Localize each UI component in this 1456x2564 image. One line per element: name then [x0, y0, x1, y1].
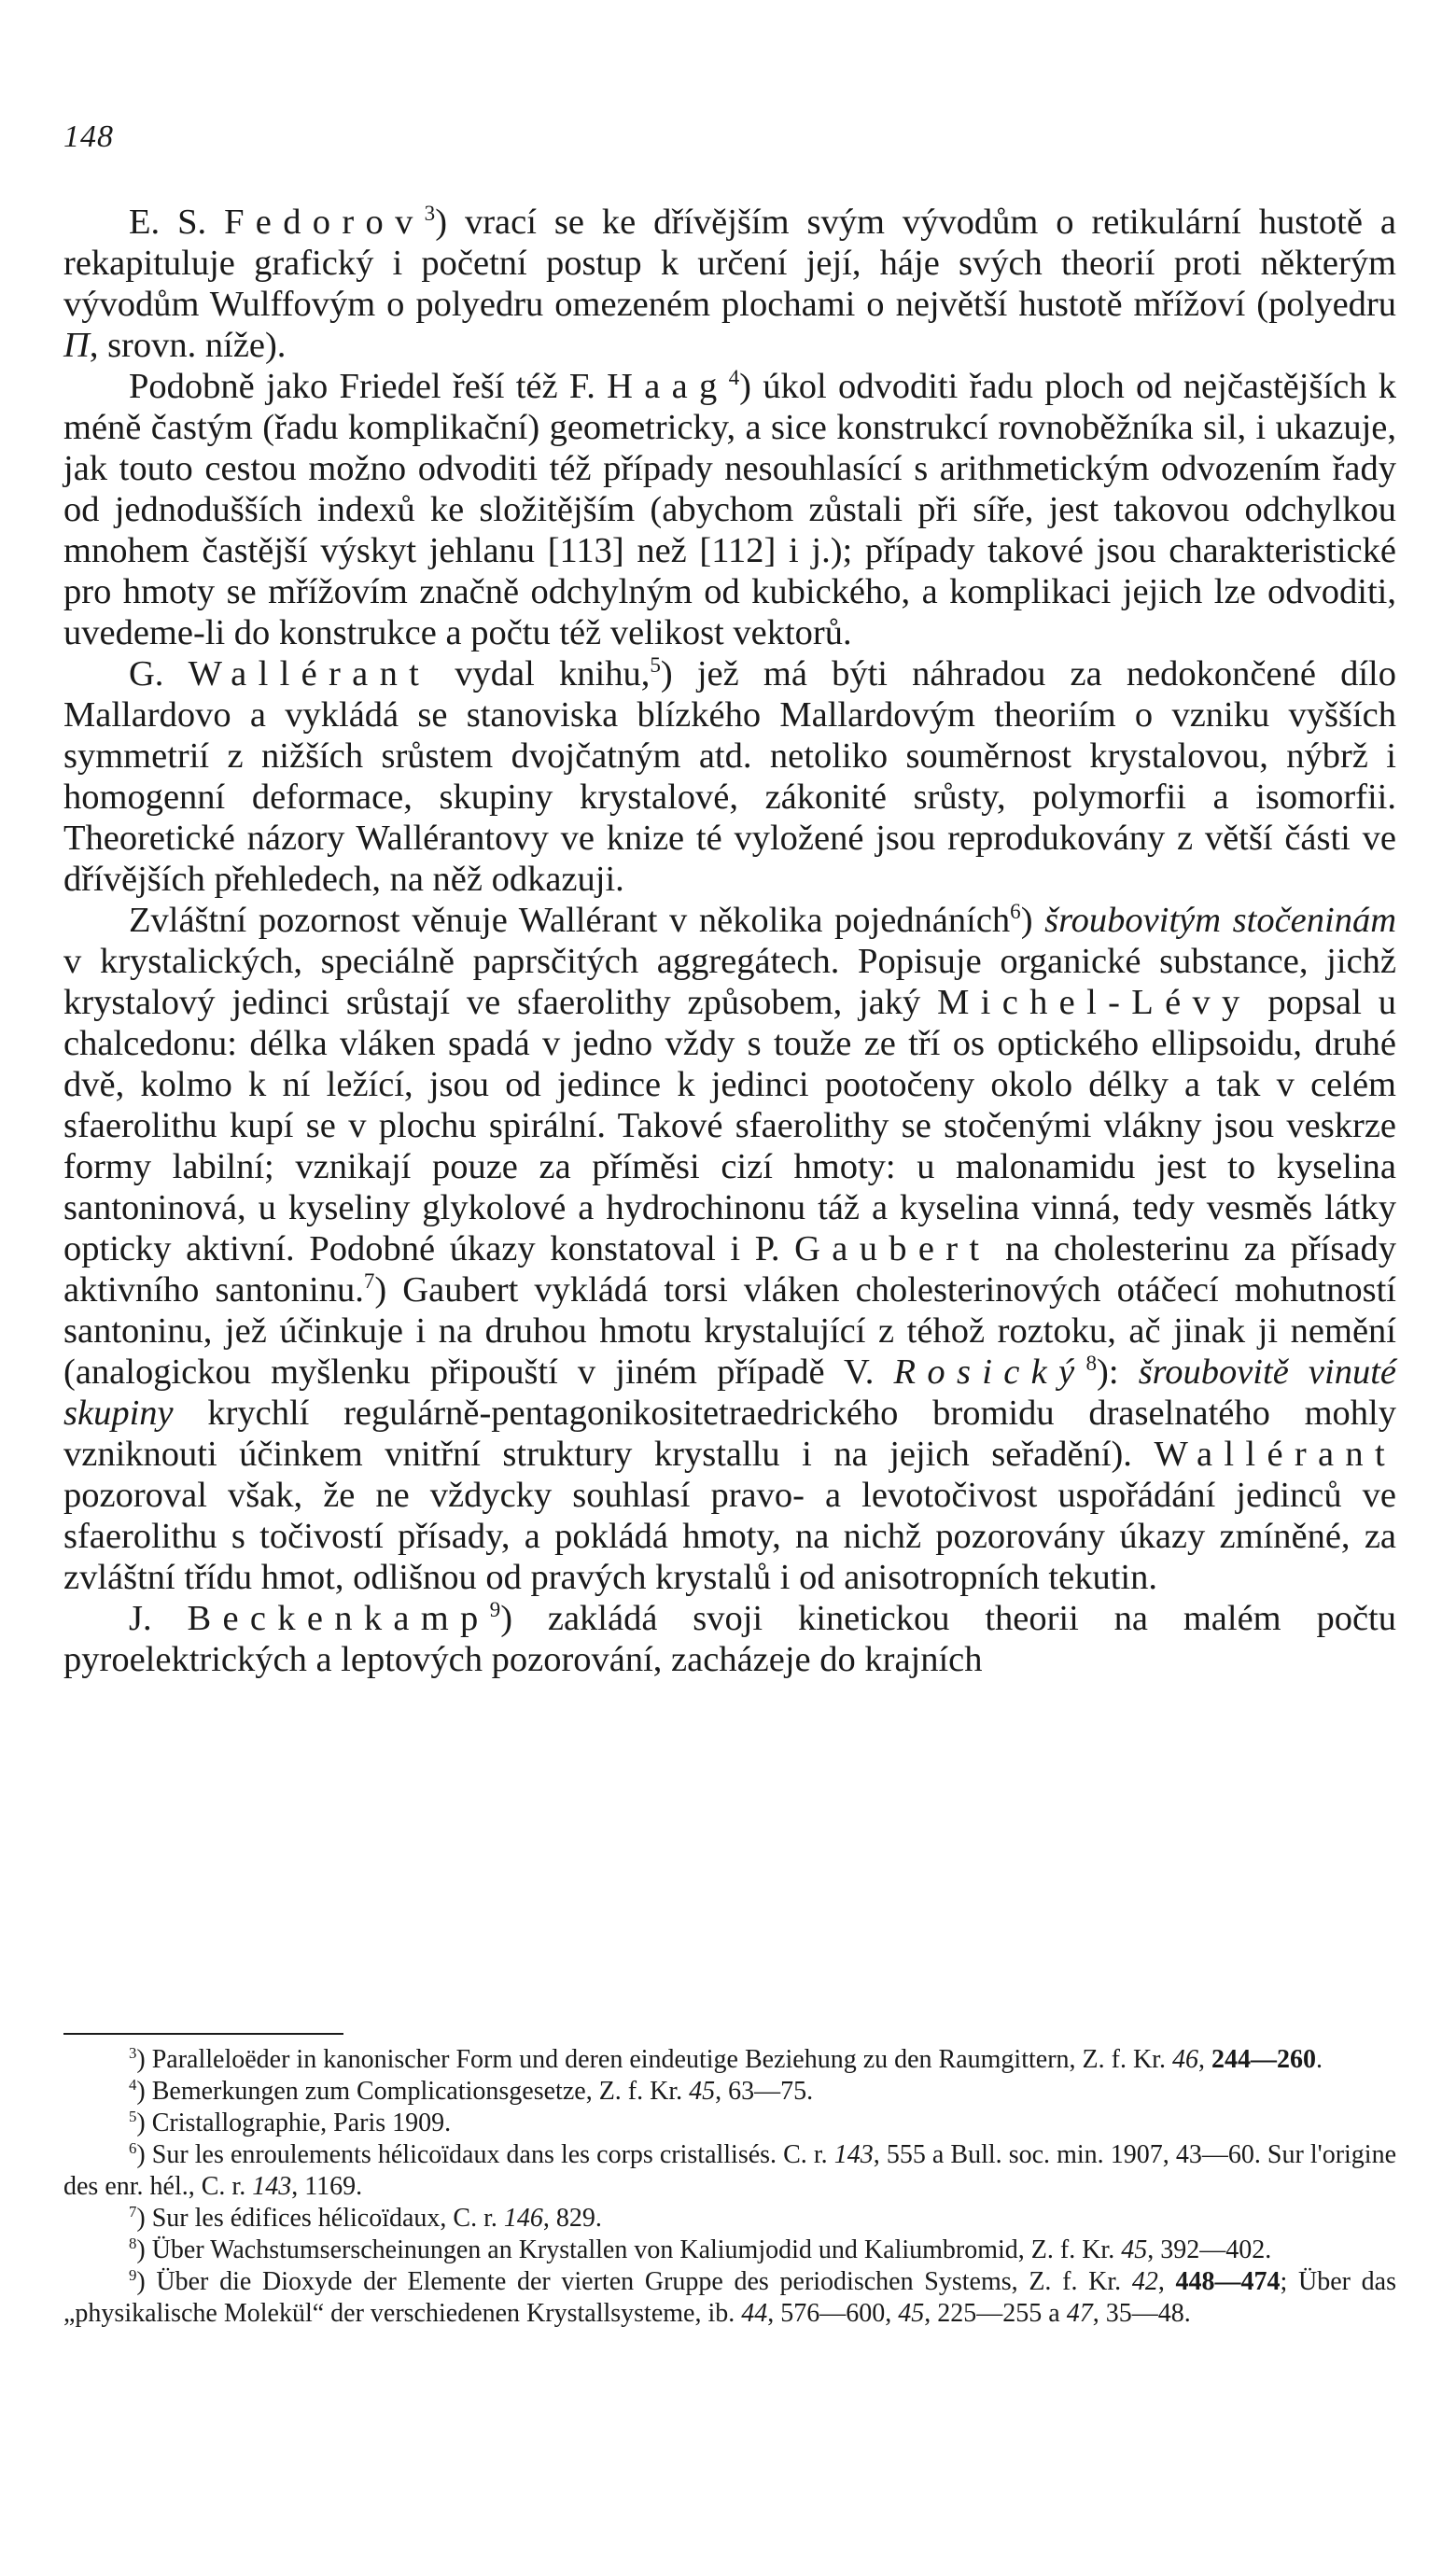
italic-text: 47	[1066, 2299, 1093, 2328]
spaced-name: Fedorov	[224, 203, 425, 242]
footnote-reference: 9	[489, 1597, 501, 1622]
text-run: krychlí regulárně-pentagonikositetraedrického bromidu draselnatého mohly vzniknouti účinkem vnitřní struktury krystallu i na jejich seřadění).	[63, 1394, 1396, 1474]
footnote-reference: 6	[129, 2138, 137, 2157]
footnote-reference: 7	[363, 1268, 375, 1294]
text-run: , 555 a Bull. soc. min. 1907, 43—60. Sur l'origine des enr. hél., C. r.	[63, 2140, 1397, 2201]
bold-text: 244—260	[1211, 2045, 1316, 2074]
page-number: 148	[63, 119, 114, 154]
text-run: ) úkol odvoditi řadu ploch od nejčastějších k méně častým (řadu komplikační) geometricky, a sice konstrukcí rovnoběžníka sil, i ukazuje, jak touto cestou možno odvoditi též případy nesouhlasící s arithmetickým odvozením řady od jednodušších indexů ke složitějším (abychom zůstali při síře, jest takovou odchylkou mnohem častější výskyt jehlanu [113] než [112] i j.); případy takové jsou charakteristické pro hmoty se mřížovím značně odchylným od kubického, a komplikaci jejich lze odvoditi, uvedeme-li do konstrukce a počtu též velikost vektorů.	[63, 367, 1396, 652]
spaced-name: Rosický	[893, 1352, 1086, 1392]
text-run: ) jež má býti náhradou za nedokončené dílo Mallardovo a vykládá se stanoviska blízkého Mallardovým theoriím o vzniku vyšších symmetrií z nižších srůstem dvojčatným atd. netoliko souměrnost krystalovou, nýbrž i homogenní deformace, skupiny krystalové, zákonité srůsty, polymorfii a isomorfii. Theoretické názory Wallérantovy ve knize té vyložené jsou reprodukovány z větší části ve dřívějších přehledech, na něž odkazuji.	[63, 654, 1396, 899]
text-run: v krystalických, speciálně paprsčitých aggregátech. Popisuje organické substance, jichž krystalový jedinci srůstají ve sfaerolithy způsobem, jaký	[63, 942, 1396, 1022]
italic-text: 45	[689, 2077, 716, 2106]
text-run: , 1169.	[291, 2172, 363, 2201]
paragraph	[63, 900, 1396, 1598]
text-run: ,	[1197, 2045, 1211, 2074]
footnote-reference: 3	[129, 2043, 137, 2062]
text-run: ) Bemerkungen zum Complicationsgesetze, Z. f. Kr.	[136, 2077, 690, 2106]
text-run: G.	[129, 654, 189, 694]
text-run: ) Sur les édifices hélicoïdaux, C. r.	[136, 2204, 504, 2233]
text-run: .	[1315, 2045, 1323, 2074]
footnote	[63, 2266, 1396, 2330]
text-run: , 392—402.	[1147, 2235, 1272, 2264]
footnote-reference: 5	[129, 2107, 137, 2125]
main-text	[63, 202, 1396, 1680]
text-run: ) zakládá svoji kinetickou theorii na malém počtu pyroelektrických a leptových pozorování, zacházeje do krajních	[63, 1599, 1396, 1679]
italic-text: šroubovitým stočeninám	[1044, 901, 1396, 940]
footnote-reference: 4	[129, 2075, 137, 2094]
text-run: ) Über Wachstumserscheinungen an Krystallen von Kaliumjodid und Kaliumbromid, Z. f. Kr.	[136, 2235, 1122, 2264]
footnote-reference: 7	[129, 2202, 137, 2221]
footnote-reference: 9	[129, 2265, 137, 2284]
text-run: ) Gaubert vykládá torsi vláken cholesterinových otáčecí mohutností santoninu, jež účinkuje i na druhou hmotu krystalující z téhož roztoku, ač jinak ji nemění (analogickou myšlenku připouští v jiném případě V.	[63, 1270, 1396, 1392]
text-run: , 63—75.	[715, 2077, 814, 2106]
italic-text: 44	[741, 2299, 768, 2328]
footnote-reference: 4	[728, 365, 740, 390]
italic-text: 143	[833, 2140, 874, 2169]
italic-text: 45	[898, 2299, 925, 2328]
italic-text: 42	[1131, 2267, 1158, 2296]
text-run: ):	[1097, 1352, 1139, 1392]
paragraph	[63, 366, 1396, 653]
text-run: )	[1020, 901, 1045, 940]
text-run: , 576—600,	[767, 2299, 899, 2328]
footnote-reference: 3	[424, 201, 436, 226]
text-run: vydal knihu,	[430, 654, 651, 694]
footnote-reference: 5	[650, 652, 661, 678]
paragraph	[63, 1598, 1396, 1680]
spaced-name: Wallérant	[1154, 1435, 1396, 1474]
text-run: , 35—48.	[1092, 2299, 1191, 2328]
footnote-reference: 8	[129, 2234, 137, 2252]
text-run: , 225—255 a	[924, 2299, 1067, 2328]
text-run: pozoroval však, že ne vždycky souhlasí pravo- a levotočivost uspořádání jedinců ve sfaerolithu s točivostí přísady, a pokládá hmoty, na nichž pozorovány úkazy zmíněné, za zvláštní třídu hmot, odlišnou od pravých krystalů i od anisotropních tekutin.	[63, 1476, 1396, 1597]
footnote-reference: 8	[1085, 1351, 1098, 1376]
text-run: Zvláštní pozornost věnuje Wallérant v několika pojednáních	[129, 901, 1011, 940]
footnote-reference: 6	[1010, 899, 1021, 924]
text-run: ) vrací se ke dřívějším svým vývodům o retikulární hustotě a rekapituluje grafický i početní postup k určení její, háje svých theorií proti některým vývodům Wulffovým o polyedru omezeném plochami o největší hustotě mřížoví (polyedru	[63, 203, 1396, 324]
italic-text: Π	[63, 326, 90, 365]
italic-text: 45	[1121, 2235, 1148, 2264]
bold-text: 448—474	[1175, 2267, 1281, 2296]
text-run: ; Über das „physikalische Molekül“ der verschiedenen Krystallsysteme, ib.	[63, 2267, 1397, 2328]
footnote	[63, 2108, 1396, 2139]
spaced-name: Michel-Lévy	[937, 983, 1252, 1022]
footnote	[63, 2235, 1396, 2266]
footnote	[63, 2139, 1396, 2203]
text-run: popsal u chalcedonu: délka vláken spadá v jedno vždy s touže ze tří os optického ellipsoidu, druhé dvě, kolmo k ní ležící, jsou od jedince k jedinci pootočeny okolo délky a tak v celém sfaerolithu kupí se v plochu spirální. Takové sfaerolithy se stočenými vlákny jsou veskrze formy labilní; vznikají pouze za příměsi cizí hmoty: u malonamidu jest to kyselina santoninová, u kyseliny glykolové a hydrochinonu táž a kyselina vinná, tedy vesměs látky opticky aktivní. Podobné úkazy konstatoval i P.	[63, 983, 1396, 1268]
text-run: ,	[1157, 2267, 1176, 2296]
italic-text: 146	[503, 2204, 543, 2233]
text-run: na cholesterinu za přísady aktivního santoninu.	[63, 1229, 1396, 1310]
spaced-name: Beckenkamp	[187, 1599, 490, 1638]
italic-text: 143	[252, 2172, 292, 2201]
text-run: ) Parallelоёder in kanonischer Form und deren eindeutige Beziehung zu den Raumgittern, Z. f. Kr.	[136, 2045, 1172, 2074]
spaced-name: Wallérant	[188, 654, 431, 694]
paragraph	[63, 202, 1396, 366]
footnote	[63, 2203, 1396, 2235]
text-run: ) Cristallographie, Paris 1909.	[136, 2109, 452, 2137]
text-run: E. S.	[129, 203, 225, 242]
footnote	[63, 2044, 1396, 2076]
spaced-name: Gaubert	[794, 1229, 991, 1268]
italic-text: 46	[1171, 2045, 1198, 2074]
text-run: J.	[129, 1599, 188, 1638]
text-run: , srovn. níže).	[89, 326, 287, 365]
footnote-rule	[63, 2033, 343, 2035]
italic-text: šroubovitě vinuté skupiny	[63, 1352, 1396, 1433]
text-run: ) Sur les enroulements hélicoïdaux dans les corps cristallisés. C. r.	[136, 2140, 834, 2169]
footnote	[63, 2076, 1396, 2108]
text-run: Podobně jako Friedel řeší též F.	[129, 367, 608, 406]
footnotes	[63, 2044, 1396, 2330]
paragraph	[63, 653, 1396, 900]
text-run: ) Über die Dioxyde der Elemente der vierten Gruppe des periodischen Systems, Z. f. Kr.	[136, 2267, 1132, 2296]
spaced-name: Haag	[607, 367, 729, 406]
text-run: , 829.	[542, 2204, 602, 2233]
